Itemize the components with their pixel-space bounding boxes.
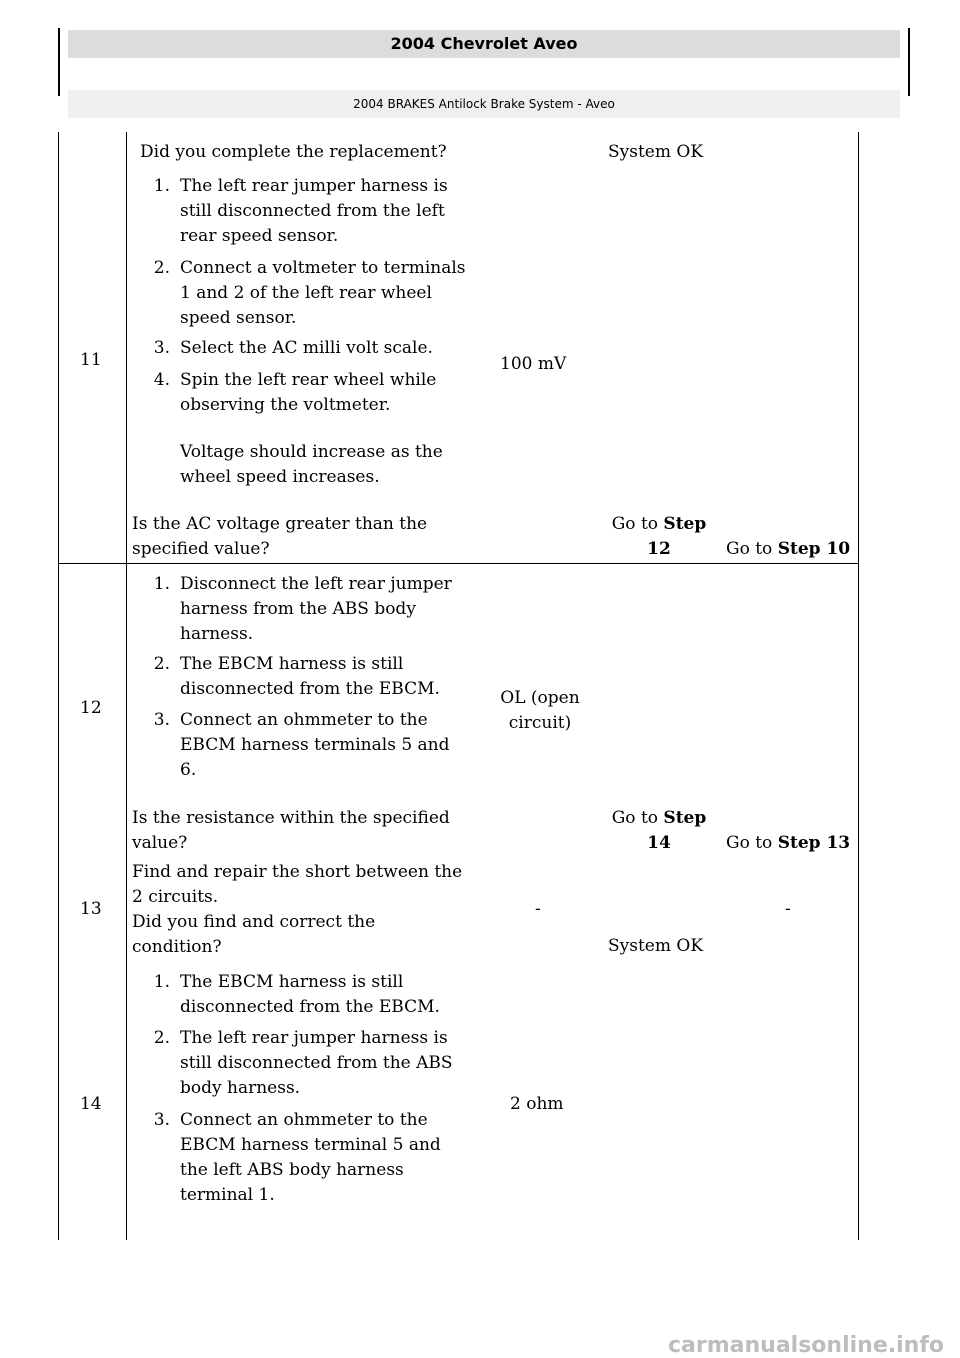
step-number-11: 11 [80,350,102,370]
step11-question: Is the AC voltage greater than the specified value? [132,514,428,559]
step12-value: OL (open circuit) [500,688,580,733]
step-number-12: 12 [80,698,102,718]
step12-question: Is the resistance within the specified value? [132,808,450,853]
step13-yes: System OK [608,936,704,956]
step14-value: 2 ohm [510,1094,564,1114]
step-number-13: 13 [80,899,102,919]
step12-no: Go to Step 13 [726,833,851,853]
step11-note: Voltage should increase as the wheel speed increases. [180,442,443,487]
footer-watermark: carmanualsonline.info [668,1333,944,1358]
step13-text: Find and repair the short between the 2 circuits. Did you find and correct the condition? [132,862,463,957]
step11-yes: Go to Step 12 [611,514,707,559]
step-number-14: 14 [80,1094,102,1114]
table-column-divider [126,132,127,1240]
step13-no: - [785,899,791,919]
document-header [58,28,910,111]
document-title: 2004 Chevrolet Aveo [68,30,900,58]
step11-no: Go to Step 10 [726,539,851,559]
table-border-right [858,132,859,1240]
table-row-divider [58,563,858,564]
step13-value: - [535,899,541,919]
step12-yes: Go to Step 14 [611,808,707,853]
document-subtitle: 2004 BRAKES Antilock Brake System - Aveo [68,90,900,118]
step11-value: 100 mV [500,354,567,374]
step11-intro-result: System OK [608,142,704,162]
table-border-left [58,132,59,1240]
step11-intro: Did you complete the replacement? [140,142,447,162]
